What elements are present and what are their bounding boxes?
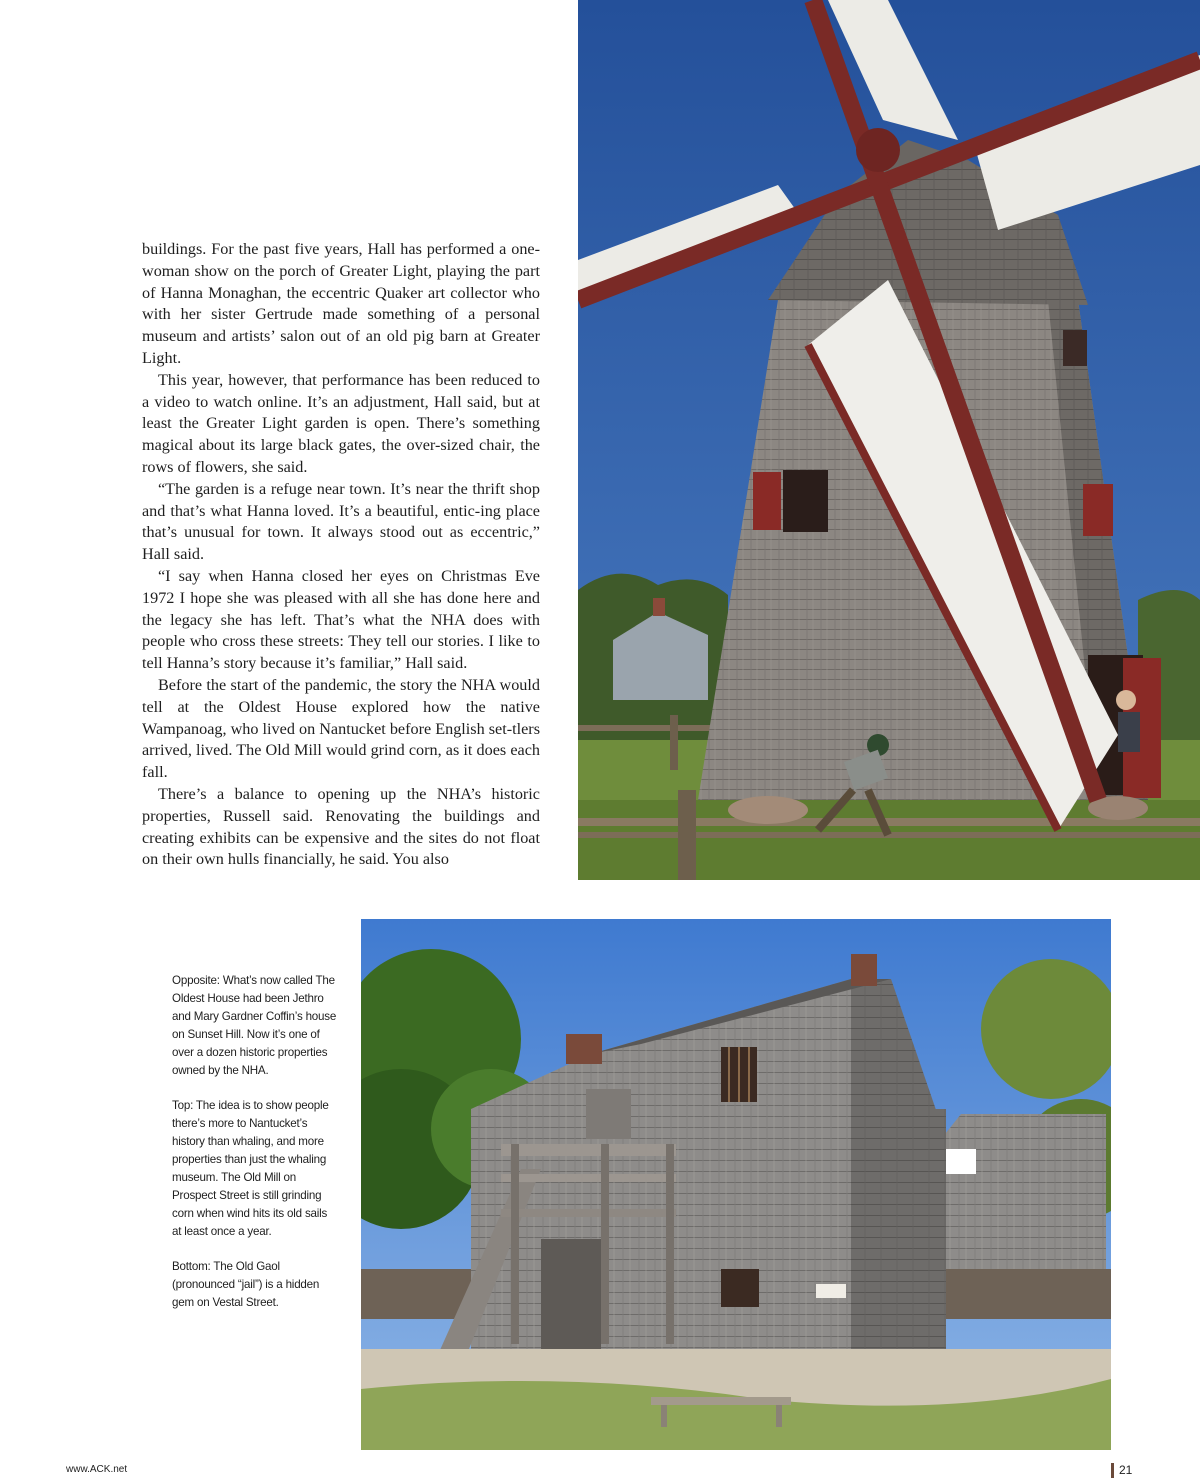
article-paragraph: “The garden is a refuge near town. It’s near the thrift shop and that’s what Hanna loved. It’s a beautiful, entic-ing place that’s unusual for town. It always stood out as eccentric,” Hall said. xyxy=(142,479,540,564)
article-paragraph: “I say when Hanna closed her eyes on Christmas Eve 1972 I hope she was pleased with all she has done here and the legacy she has left. That’s what the NHA does with people who cross these streets: They tell our stories. I like to tell Hanna’s story because it’s familiar,” Hall said. xyxy=(142,566,540,673)
windmill-illustration xyxy=(578,0,1200,880)
article-paragraph: This year, however, that performance has been reduced to a video to watch online. It’s an adjustment, Hall said, but at least the Greater Light garden is open. There’s something magical about its large black gates, the over-sized chair, the rows of flowers, she said. xyxy=(142,370,540,476)
old-gaol-photo xyxy=(361,919,1111,1450)
windmill-photo xyxy=(578,0,1200,880)
article-paragraph: Before the start of the pandemic, the story the NHA would tell at the Oldest House explored how the native Wampanoag, who lived on Nantucket before English set-tlers arrived, lived. The Old Mill would grind corn, as it does each fall. xyxy=(142,675,540,782)
photo-captions xyxy=(172,972,338,1330)
footer-url[interactable]: www.ACK.net xyxy=(66,1464,128,1475)
page-marker xyxy=(1111,1463,1114,1478)
article-paragraph: buildings. For the past five years, Hall has performed a one-woman show on the porch of Greater Light, playing the part of Hanna Monaghan, the eccentric Quaker art collector who with her sister Gertrude made something of a personal museum and artists’ salon out of an old pig barn at Greater Light. xyxy=(142,240,540,367)
article-body xyxy=(142,239,540,871)
article-paragraph: There’s a balance to opening up the NHA’s historic properties, Russell said. Renovating the buildings and creating exhibits can be expensive and the sites do not float on their own hulls financially, he said. You also xyxy=(142,784,540,869)
caption-top: Top: The idea is to show people there’s more to Nantucket’s history than whaling, and more properties than just the whaling museum. The Old Mill on Prospect Street is still grinding corn when wind hits its old sails at least once a year. xyxy=(172,1099,329,1238)
caption-bottom: Bottom: The Old Gaol (pronounced “jail”) is a hidden gem on Vestal Street. xyxy=(172,1260,320,1310)
old-gaol-illustration xyxy=(361,919,1111,1450)
caption-opposite: Opposite: What’s now called The Oldest House had been Jethro and Mary Gardner Coffin’s house on Sunset Hill. Now it’s one of over a dozen historic properties owned by the NHA. xyxy=(172,974,337,1077)
page-number: 21 xyxy=(1119,1463,1133,1477)
